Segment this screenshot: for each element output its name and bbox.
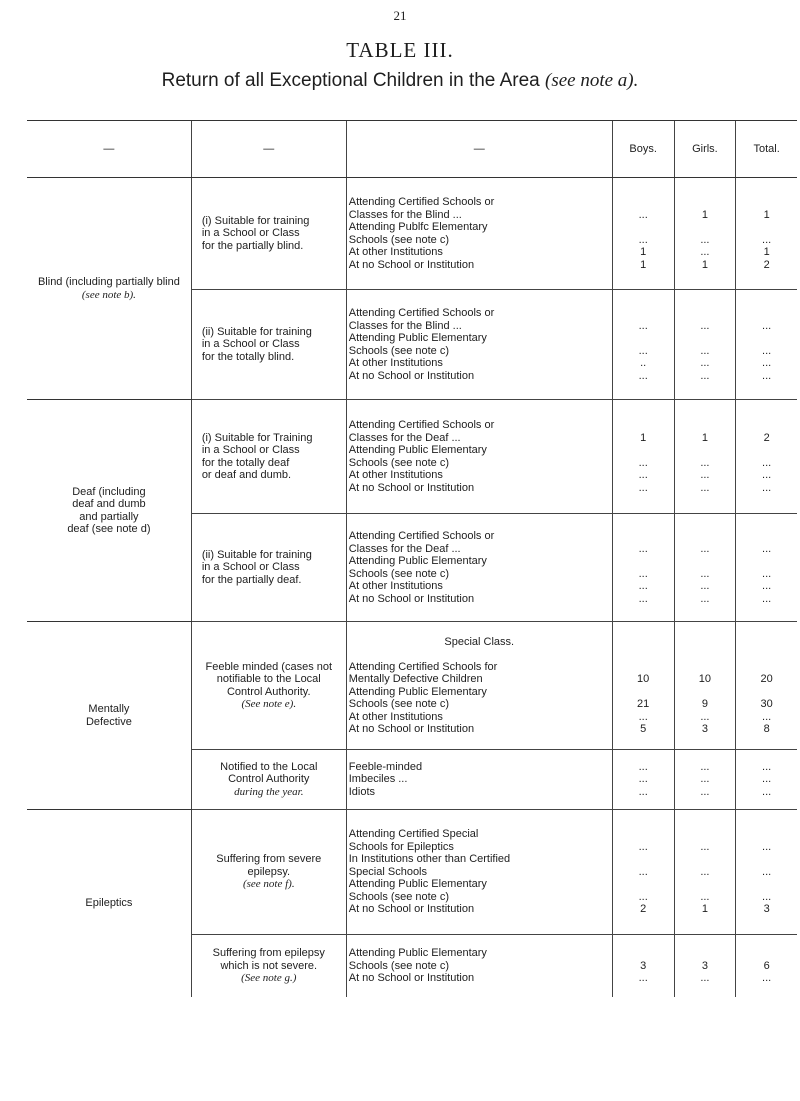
boys-cell <box>612 810 674 935</box>
girls-cell <box>674 935 736 997</box>
value: ... <box>638 773 648 786</box>
label-line: Notified to the Local <box>220 760 318 773</box>
desc-line: Classes for the Blind ... <box>348 319 462 332</box>
label-line: Feeble minded (cases not <box>205 660 333 673</box>
description-cell <box>346 750 612 810</box>
desc-line: Schools for Epileptics <box>348 840 454 853</box>
value: 1 <box>701 208 708 221</box>
value: ... <box>762 592 772 605</box>
value: 3 <box>763 903 770 916</box>
header-col-1: — <box>27 121 191 178</box>
girls-cell <box>674 514 736 622</box>
description-cell <box>346 810 612 935</box>
value: 2 <box>640 903 647 916</box>
desc-line: At other Institutions <box>348 580 443 592</box>
value: ... <box>762 357 772 369</box>
table-row <box>27 400 797 514</box>
total-cell <box>736 810 797 935</box>
value: ... <box>638 208 648 221</box>
description-cell <box>346 622 612 750</box>
desc-line: Attending Public Elementary <box>348 444 487 456</box>
boys-cell <box>612 290 674 400</box>
value: ... <box>762 567 772 580</box>
subgroup-label <box>191 400 346 514</box>
desc-line: Classes for the Deaf ... <box>348 542 461 555</box>
category-deaf <box>27 400 191 622</box>
value: ... <box>638 481 648 494</box>
table-row <box>27 810 797 935</box>
value: 1 <box>640 431 647 444</box>
value: ... <box>638 890 648 903</box>
label-line: (See note g.) <box>241 972 297 984</box>
value: ... <box>762 710 772 723</box>
value: ... <box>638 369 648 382</box>
desc-line: Attending Certified Schools or <box>348 196 495 208</box>
exceptional-children-table <box>27 120 797 997</box>
value: ... <box>638 710 648 723</box>
girls-cell <box>674 400 736 514</box>
value: 9 <box>701 698 708 710</box>
value: ... <box>700 567 710 580</box>
value: ... <box>700 344 710 357</box>
description-cell <box>346 935 612 997</box>
girls-cell <box>674 178 736 290</box>
boys-cell <box>612 400 674 514</box>
category-blind <box>27 178 191 400</box>
label-line: for the partially deaf. <box>201 573 302 586</box>
desc-line: Attending Publfc Elementary <box>348 221 488 233</box>
girls-cell <box>674 622 736 750</box>
value: ... <box>762 456 772 469</box>
value: ... <box>638 865 648 878</box>
description-cell <box>346 400 612 514</box>
label-line: (i) Suitable for Training <box>201 431 313 444</box>
value: ... <box>638 319 648 332</box>
value: ... <box>638 233 648 246</box>
value: ... <box>700 785 710 798</box>
label-line: during the year. <box>234 785 304 798</box>
subgroup-label <box>191 935 346 997</box>
desc-line: Classes for the Deaf ... <box>348 431 461 444</box>
desc-line: Idiots <box>348 785 376 798</box>
desc-line: Schools (see note c) <box>348 344 450 357</box>
label-line: Suffering from epilepsy <box>212 947 325 959</box>
desc-line: Attending Public Elementary <box>348 947 487 959</box>
desc-line: Mentally Defective Children <box>348 673 483 685</box>
desc-line: Schools (see note c) <box>348 233 450 246</box>
label-line: for the partially blind. <box>201 239 304 252</box>
category-label: Blind (including partially blind <box>37 276 180 288</box>
value: ... <box>762 773 772 786</box>
label-line: in a School or Class <box>201 561 300 574</box>
desc-line: Schools (see note c) <box>348 567 450 580</box>
value: ... <box>762 319 772 332</box>
desc-line: Schools (see note c) <box>348 890 450 903</box>
value: ... <box>762 369 772 382</box>
description-cell <box>346 290 612 400</box>
label-line: (ii) Suitable for training <box>201 325 312 338</box>
value: ... <box>638 972 648 984</box>
header-total: Total. <box>736 121 797 178</box>
value: ... <box>700 592 710 605</box>
value: 10 <box>637 673 650 685</box>
desc-line: At other Institutions <box>348 357 443 369</box>
value: 1 <box>640 246 647 258</box>
desc-line: Classes for the Blind ... <box>348 208 462 221</box>
total-cell <box>736 622 797 750</box>
value: 3 <box>640 959 647 972</box>
value: 8 <box>763 723 770 735</box>
value: ... <box>700 369 710 382</box>
category-label: Epileptics <box>85 897 133 909</box>
header-col-2: — <box>191 121 346 178</box>
value: ... <box>700 972 710 984</box>
label-line: epilepsy. <box>247 865 291 878</box>
category-note: (see note b). <box>81 288 136 301</box>
value: ... <box>762 233 772 246</box>
desc-line: Imbeciles ... <box>348 773 408 786</box>
category-label: Defective <box>85 715 132 728</box>
value: ... <box>762 785 772 798</box>
boys-cell <box>612 514 674 622</box>
value: 2 <box>763 431 770 444</box>
category-label: and partially <box>79 510 139 523</box>
category-epileptics <box>27 810 191 997</box>
subgroup-label <box>191 810 346 935</box>
value: ... <box>638 344 648 357</box>
value: ... <box>700 246 710 258</box>
value: ... <box>638 592 648 605</box>
subgroup-label <box>191 290 346 400</box>
value: 1 <box>763 208 770 221</box>
value: ... <box>700 319 710 332</box>
value: ... <box>638 840 648 853</box>
boys-cell <box>612 935 674 997</box>
category-label: Deaf (including <box>72 485 146 498</box>
value: 1 <box>701 903 708 916</box>
desc-line: At no School or Institution <box>348 481 475 494</box>
header-row <box>27 121 797 178</box>
description-cell <box>346 178 612 290</box>
label-line: notifiable to the Local <box>216 673 321 685</box>
label-line: (ii) Suitable for training <box>201 548 312 561</box>
value: ... <box>638 456 648 469</box>
value: 30 <box>760 698 773 710</box>
subgroup-label <box>191 750 346 810</box>
value: ... <box>700 890 710 903</box>
subtitle-text: Return of all Exceptional Children in the Area <box>161 70 540 91</box>
value: ... <box>638 785 648 798</box>
label-line: (See note e). <box>241 698 297 710</box>
desc-line: Attending Certified Schools or <box>348 419 495 431</box>
value: ... <box>700 469 710 481</box>
desc-line: At no School or Institution <box>348 723 475 735</box>
label-line: Control Authority. <box>226 685 311 698</box>
value: ... <box>700 456 710 469</box>
desc-line: At no School or Institution <box>348 369 475 382</box>
boys-cell <box>612 622 674 750</box>
desc-line: Attending Certified Schools or <box>348 307 495 319</box>
header-col-3: — <box>346 121 612 178</box>
header-boys: Boys. <box>612 121 674 178</box>
value: ... <box>700 710 710 723</box>
desc-line: Attending Public Elementary <box>348 555 487 567</box>
total-cell <box>736 935 797 997</box>
value: ... <box>762 580 772 592</box>
desc-line: Schools (see note c) <box>348 698 450 710</box>
total-cell <box>736 514 797 622</box>
desc-line: At other Institutions <box>348 246 443 258</box>
subgroup-label <box>191 622 346 750</box>
value: 3 <box>701 723 708 735</box>
desc-line: At other Institutions <box>348 710 443 723</box>
desc-line: At other Institutions <box>348 469 443 481</box>
value: ... <box>700 760 710 773</box>
label-line: or deaf and dumb. <box>201 469 292 481</box>
value: ... <box>700 233 710 246</box>
desc-line: At no School or Institution <box>348 903 475 916</box>
value: .. <box>640 357 647 369</box>
table-subtitle <box>0 70 800 92</box>
value: 1 <box>701 258 708 271</box>
desc-line: Attending Public Elementary <box>348 878 487 891</box>
value: ... <box>762 542 772 555</box>
value: ... <box>638 760 648 773</box>
label-line: which is not severe. <box>220 959 318 972</box>
desc-line: Special Schools <box>348 865 428 878</box>
value: ... <box>762 481 772 494</box>
value: ... <box>762 840 772 853</box>
desc-line: Attending Public Elementary <box>348 685 487 698</box>
desc-line: Attending Certified Special <box>348 828 479 841</box>
desc-line: Schools (see note c) <box>348 959 450 972</box>
value: ... <box>700 580 710 592</box>
label-line: (i) Suitable for training <box>201 214 310 227</box>
value: ... <box>762 760 772 773</box>
table-row <box>27 178 797 290</box>
value: 1 <box>763 246 770 258</box>
value: 2 <box>763 258 770 271</box>
label-line: in a School or Class <box>201 444 300 456</box>
value: ... <box>700 865 710 878</box>
value: ... <box>638 580 648 592</box>
subgroup-label <box>191 514 346 622</box>
category-label: Mentally <box>88 703 130 715</box>
value: ... <box>762 469 772 481</box>
boys-cell <box>612 178 674 290</box>
desc-line: Schools (see note c) <box>348 456 450 469</box>
table-row <box>27 622 797 750</box>
value: 3 <box>701 959 708 972</box>
label-line: Control Authority <box>228 773 310 786</box>
total-cell <box>736 400 797 514</box>
value: ... <box>638 469 648 481</box>
desc-line: Attending Public Elementary <box>348 332 487 344</box>
value: 10 <box>698 673 712 685</box>
value: 21 <box>637 698 650 710</box>
value: ... <box>762 890 772 903</box>
label-line: for the totally blind. <box>201 350 295 363</box>
category-label: deaf and dumb <box>72 498 146 510</box>
value: ... <box>700 773 710 786</box>
label-line: for the totally deaf <box>201 456 290 469</box>
value: ... <box>700 840 710 853</box>
description-cell <box>346 514 612 622</box>
total-cell <box>736 290 797 400</box>
value: 1 <box>701 431 708 444</box>
total-cell <box>736 178 797 290</box>
header-girls: Girls. <box>674 121 736 178</box>
value: 1 <box>640 258 647 271</box>
girls-cell <box>674 810 736 935</box>
value: ... <box>700 357 710 369</box>
value: ... <box>762 972 772 984</box>
desc-line: At no School or Institution <box>348 592 475 605</box>
total-cell <box>736 750 797 810</box>
girls-cell <box>674 750 736 810</box>
boys-cell <box>612 750 674 810</box>
value: ... <box>638 567 648 580</box>
category-label: deaf (see note d) <box>67 523 151 535</box>
subgroup-label <box>191 178 346 290</box>
value: ... <box>700 481 710 494</box>
label-line: Suffering from severe <box>216 853 322 866</box>
desc-line: Attending Certified Schools for <box>348 660 498 673</box>
value: ... <box>762 344 772 357</box>
category-mentally-defective <box>27 622 191 810</box>
desc-line: At no School or Institution <box>348 258 475 271</box>
subtitle-note: (see note a). <box>545 70 639 91</box>
label-line: in a School or Class <box>201 227 300 240</box>
value: ... <box>638 542 648 555</box>
desc-line: Feeble-minded <box>348 760 423 773</box>
special-class-heading: Special Class. <box>444 635 515 648</box>
table-title: TABLE III. <box>346 38 454 62</box>
value: 20 <box>760 673 773 685</box>
value: ... <box>700 542 710 555</box>
value: 6 <box>763 959 770 972</box>
value: 5 <box>640 723 647 735</box>
label-line: in a School or Class <box>201 338 300 351</box>
desc-line: In Institutions other than Certified <box>348 853 511 866</box>
label-line: (see note f). <box>242 878 295 891</box>
value: ... <box>762 865 772 878</box>
desc-line: At no School or Institution <box>348 972 475 984</box>
desc-line: Attending Certified Schools or <box>348 530 495 542</box>
girls-cell <box>674 290 736 400</box>
page-number: 21 <box>393 8 407 23</box>
